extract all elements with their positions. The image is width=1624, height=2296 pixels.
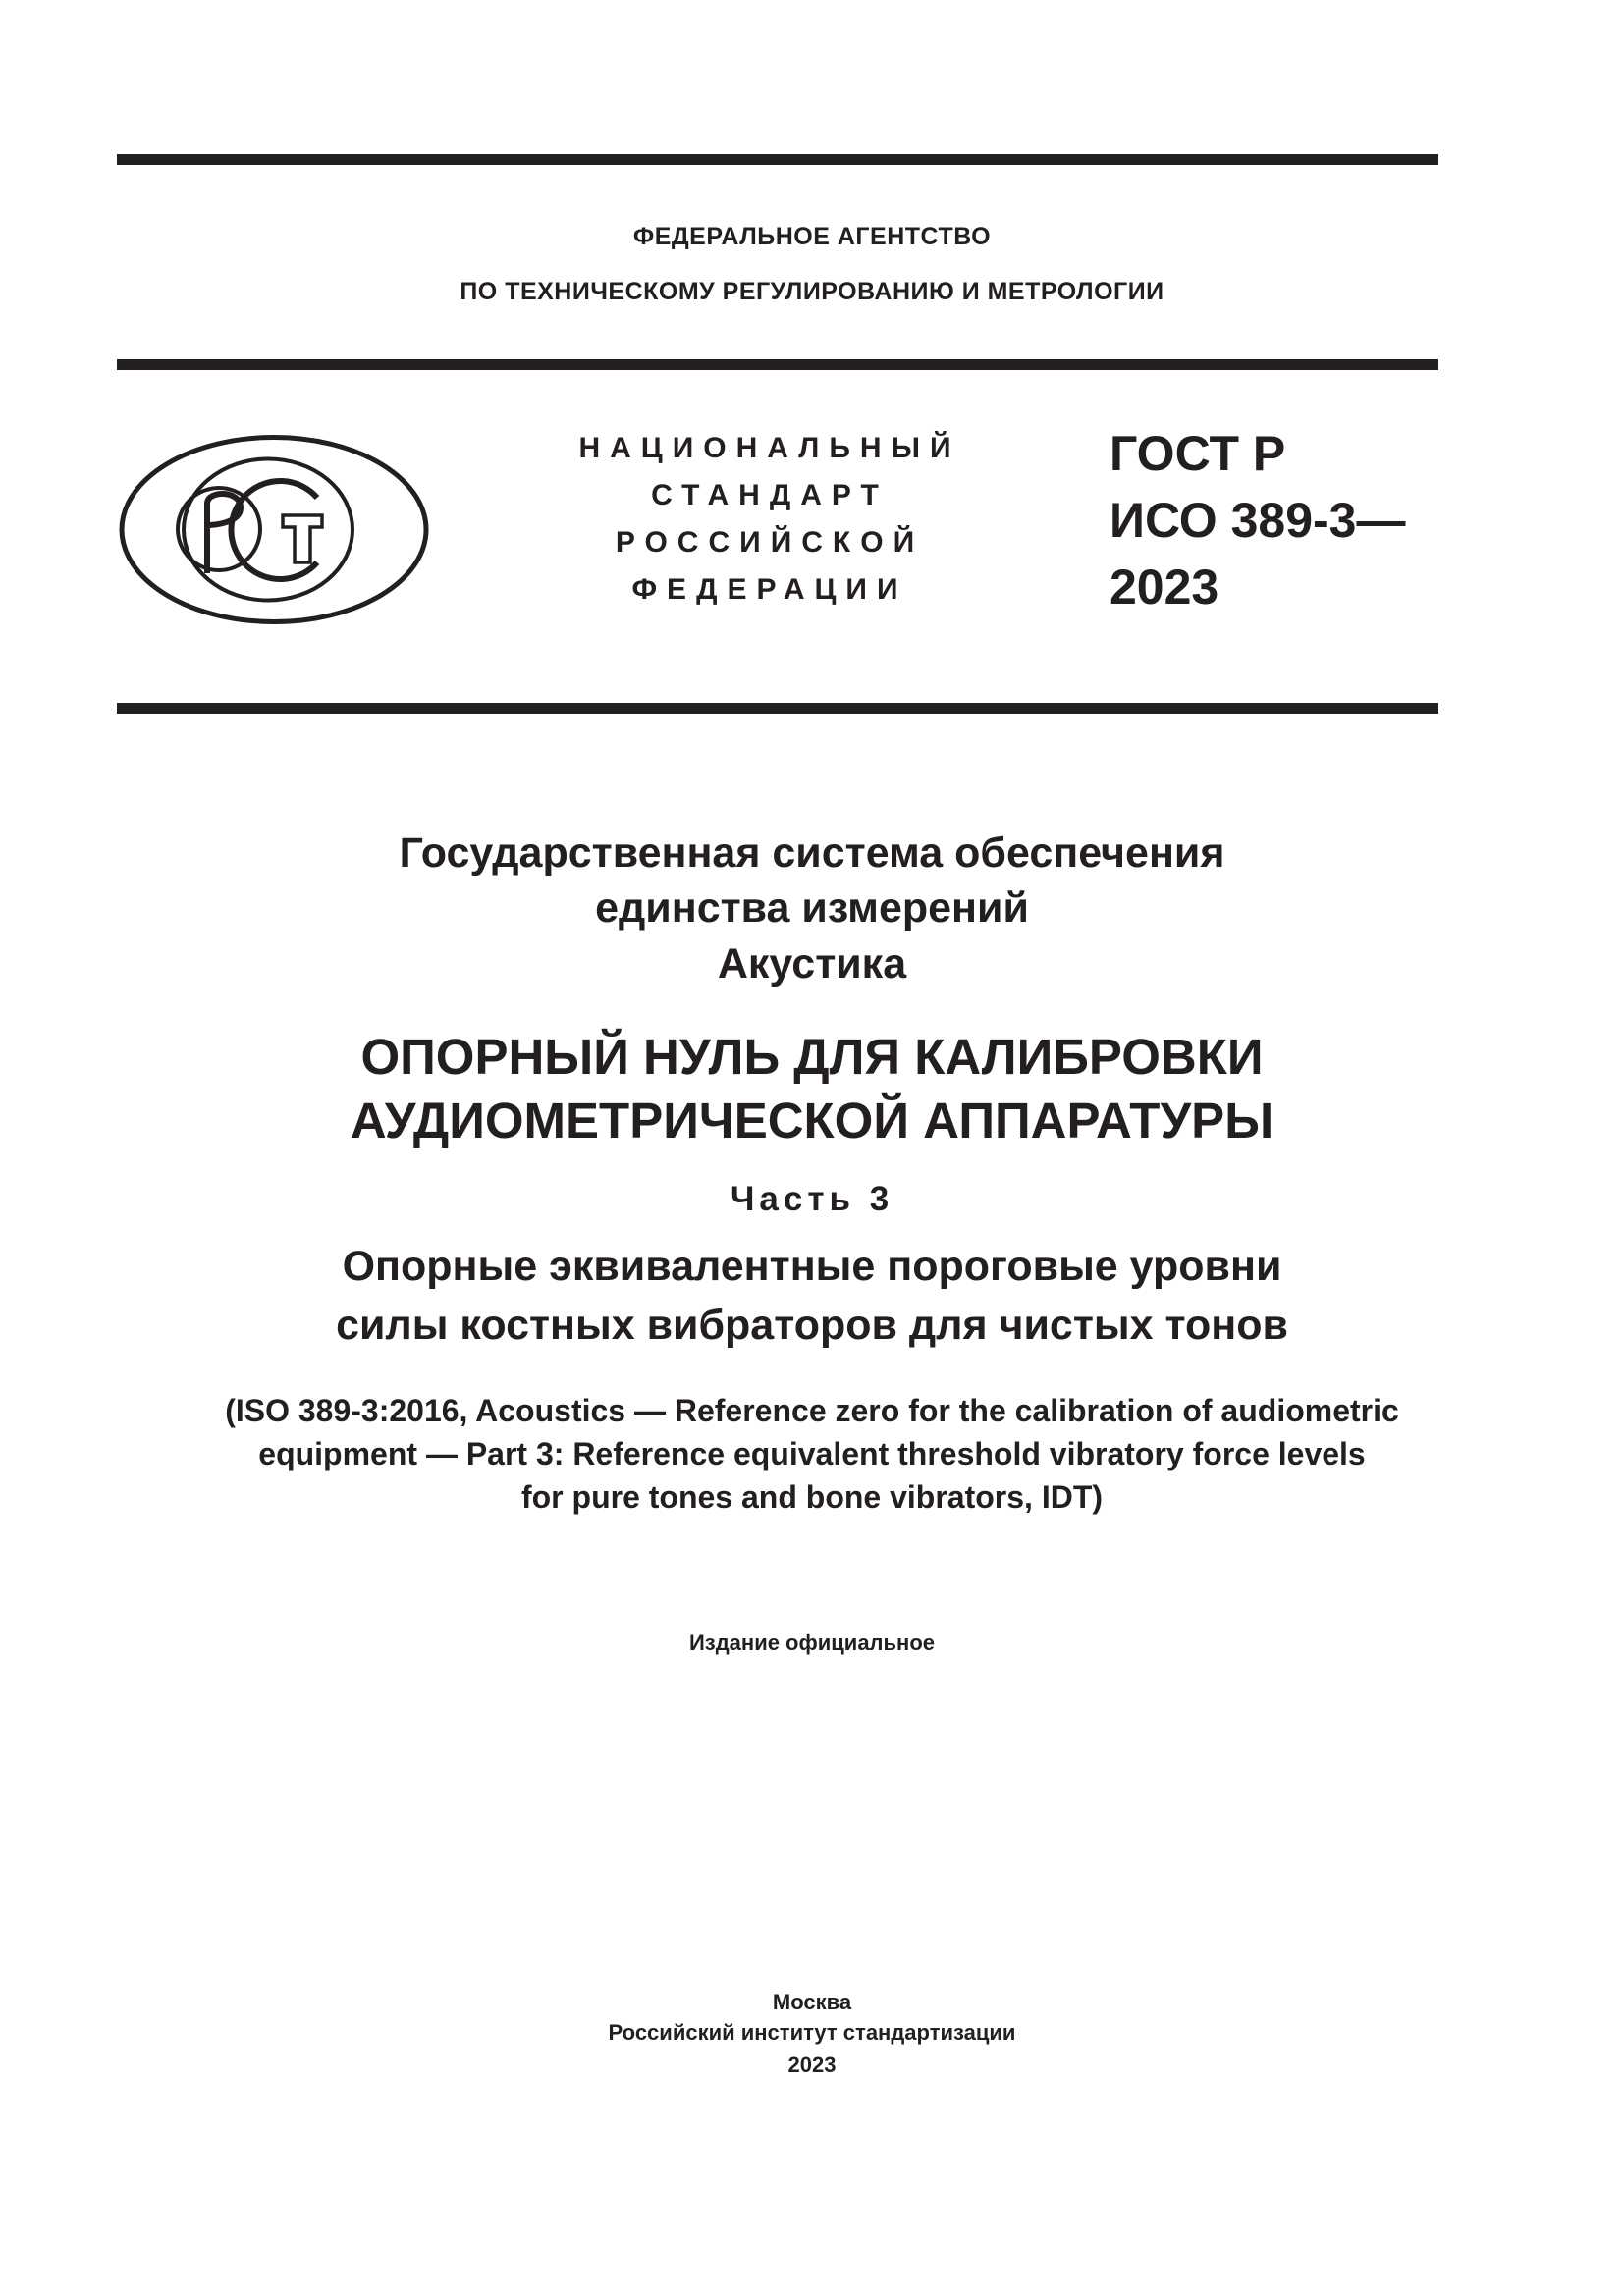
original-standard-line-1: (ISO 389-3:2016, Acoustics — Reference zero for the calibration of audiometric [225,1393,1399,1428]
imprint-city: Москва [772,1990,852,2014]
title-block-rule [117,703,1438,714]
subject-line-3: Акустика [717,940,907,988]
part-title-line-1: Опорные эквивалентные пороговые уровни [342,1243,1282,1290]
designation-line-3: 2023 [1110,560,1219,614]
national-standard-line: РОССИЙСКОЙ [615,526,925,559]
agency-name-line-1: ФЕДЕРАЛЬНОЕ АГЕНТСТВО [632,223,992,250]
subject-line-2: единства измерений [595,884,1029,932]
designation-line-2: ИСО 389-3— [1110,493,1406,548]
imprint-year: 2023 [787,2053,837,2077]
original-standard-line-2: equipment — Part 3: Reference equivalent threshold vibratory force levels [258,1436,1366,1471]
national-standard-heading [556,425,984,614]
original-standard-line-3: for pure tones and bone vibrators, IDT) [520,1479,1104,1515]
national-standard-line: ФЕДЕРАЦИИ [631,573,908,606]
main-title-line-2: АУДИОМЕТРИЧЕСКОЙ АППАРАТУРЫ [350,1093,1274,1148]
national-standard-line: СТАНДАРТ [651,479,889,511]
top-rule [117,154,1438,165]
header-rule [117,359,1438,370]
edition-note: Издание официальное [688,1630,936,1655]
part-title-line-2: силы костных вибраторов для чистых тонов [336,1302,1288,1349]
standard-designation [1110,420,1405,620]
national-standard-line: НАЦИОНАЛЬНЫЙ [578,432,961,464]
agency-name-line-2: ПО ТЕХНИЧЕСКОМУ РЕГУЛИРОВАНИЮ И МЕТРОЛОГИИ [460,278,1164,305]
imprint-publisher: Российский институт стандартизации [608,2020,1016,2045]
subject-line-1: Государственная система обеспечения [399,829,1225,877]
designation-line-1: ГОСТ Р [1110,426,1286,481]
part-number: Часть 3 [730,1180,894,1218]
main-title-line-1: ОПОРНЫЙ НУЛЬ ДЛЯ КАЛИБРОВКИ [360,1029,1264,1085]
gost-r-logo-icon [118,433,430,626]
